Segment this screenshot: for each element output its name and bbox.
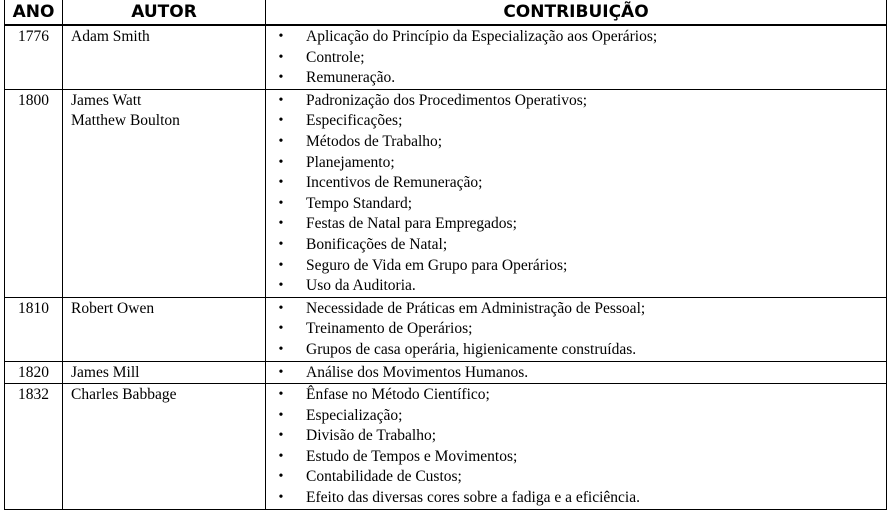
contribution-list: [266, 363, 886, 384]
list-item: [266, 111, 886, 132]
contribution-text: Grupos de casa operária, higienicamente construídas.: [306, 340, 637, 358]
contribution-text: Contabilidade de Custos;: [306, 468, 462, 486]
year-cell: 1810: [5, 297, 63, 361]
year-cell: 1832: [5, 384, 63, 510]
list-item: [266, 214, 886, 235]
bullet-icon: •: [278, 236, 284, 252]
list-item: [266, 91, 886, 112]
list-item: [266, 319, 886, 340]
list-item: [266, 447, 886, 468]
author-name: James Watt: [71, 91, 142, 109]
year-cell: 1820: [5, 361, 63, 384]
contribution-cell: [266, 361, 887, 384]
bullet-icon: •: [278, 154, 284, 170]
bullet-icon: •: [278, 448, 284, 464]
contribution-list: [266, 27, 886, 89]
list-item: [266, 173, 886, 194]
contribution-text: Análise dos Movimentos Humanos.: [306, 363, 529, 381]
contribution-cell: [266, 89, 887, 297]
list-item: [266, 299, 886, 320]
list-item: [266, 467, 886, 488]
contribution-text: Seguro de Vida em Grupo para Operários;: [306, 256, 568, 274]
year-cell: 1776: [5, 25, 63, 89]
list-item: [266, 385, 886, 406]
list-item: [266, 488, 886, 509]
list-item: [266, 363, 886, 384]
contribution-text: Especificações;: [306, 112, 403, 130]
author-cell: [63, 361, 266, 384]
author-name: Robert Owen: [71, 299, 155, 317]
list-item: [266, 153, 886, 174]
table-row: [5, 89, 887, 297]
contribution-text: Uso da Auditoria.: [306, 277, 416, 295]
contribution-text: Aplicação do Princípio da Especialização aos Operários;: [306, 28, 658, 45]
author-name: Charles Babbage: [71, 386, 177, 404]
table-header-row: [5, 0, 887, 25]
contribution-cell: [266, 297, 887, 361]
bullet-icon: •: [278, 29, 284, 44]
contribution-text: Divisão de Trabalho;: [306, 427, 437, 445]
bullet-icon: •: [278, 321, 284, 337]
bullet-icon: •: [278, 300, 284, 316]
bullet-icon: •: [278, 341, 284, 357]
list-item: [266, 426, 886, 447]
author-cell: [63, 89, 266, 297]
table-row: [5, 384, 887, 510]
contribution-text: Bonificações de Natal;: [306, 235, 448, 253]
year-cell: 1800: [5, 89, 63, 297]
table-row: [5, 297, 887, 361]
bullet-icon: •: [278, 407, 284, 423]
bullet-icon: •: [278, 113, 284, 129]
contribution-text: Incentivos de Remuneração;: [306, 174, 483, 192]
bullet-icon: •: [278, 133, 284, 149]
table-row: [5, 361, 887, 384]
author-name: Adam Smith: [71, 28, 150, 45]
bullet-icon: •: [278, 364, 284, 380]
bullet-icon: •: [278, 70, 284, 86]
contribution-text: Tempo Standard;: [306, 194, 413, 212]
table-body: [5, 25, 887, 509]
contribution-text: Efeito das diversas cores sobre a fadiga e a eficiência.: [306, 489, 640, 507]
list-item: [266, 276, 886, 297]
list-item: [266, 235, 886, 256]
header-year: ANO: [5, 0, 63, 25]
contribution-text: Ênfase no Método Científico;: [306, 386, 490, 404]
contribution-text: Necessidade de Práticas em Administração de Pessoal;: [306, 299, 646, 317]
contribution-text: Padronização dos Procedimentos Operativos;: [306, 91, 588, 109]
author-name: Matthew Boulton: [71, 112, 180, 130]
bullet-icon: •: [278, 216, 284, 232]
bullet-icon: •: [278, 92, 284, 108]
list-item: [266, 68, 886, 89]
document-page: [4, 0, 886, 510]
author-cell: [63, 384, 266, 510]
contribution-cell: [266, 25, 887, 89]
author-name: James Mill: [71, 363, 140, 381]
author-cell: [63, 25, 266, 89]
bullet-icon: •: [278, 469, 284, 485]
bullet-icon: •: [278, 195, 284, 211]
contribution-text: Especialização;: [306, 406, 403, 424]
list-item: [266, 256, 886, 277]
bullet-icon: •: [278, 49, 284, 65]
contributions-table: [4, 0, 887, 510]
list-item: [266, 132, 886, 153]
list-item: [266, 406, 886, 427]
list-item: [266, 194, 886, 215]
contribution-list: [266, 91, 886, 297]
bullet-icon: •: [278, 387, 284, 403]
header-author: AUTOR: [63, 0, 266, 25]
contribution-text: Controle;: [306, 48, 365, 66]
bullet-icon: •: [278, 257, 284, 273]
bullet-icon: •: [278, 175, 284, 191]
contribution-text: Planejamento;: [306, 153, 395, 171]
header-contribution: CONTRIBUIÇÃO: [266, 0, 887, 25]
contribution-cell: [266, 384, 887, 510]
author-cell: [63, 297, 266, 361]
bullet-icon: •: [278, 490, 284, 506]
contribution-list: [266, 385, 886, 509]
list-item: [266, 48, 886, 69]
contribution-text: Métodos de Trabalho;: [306, 132, 443, 150]
contribution-text: Remuneração.: [306, 69, 396, 87]
contribution-text: Festas de Natal para Empregados;: [306, 215, 517, 233]
list-item: [266, 27, 886, 48]
bullet-icon: •: [278, 428, 284, 444]
list-item: [266, 340, 886, 361]
table-row: [5, 25, 887, 89]
contribution-text: Treinamento de Operários;: [306, 320, 473, 338]
bullet-icon: •: [278, 278, 284, 294]
contribution-list: [266, 299, 886, 361]
contribution-text: Estudo de Tempos e Movimentos;: [306, 447, 518, 465]
